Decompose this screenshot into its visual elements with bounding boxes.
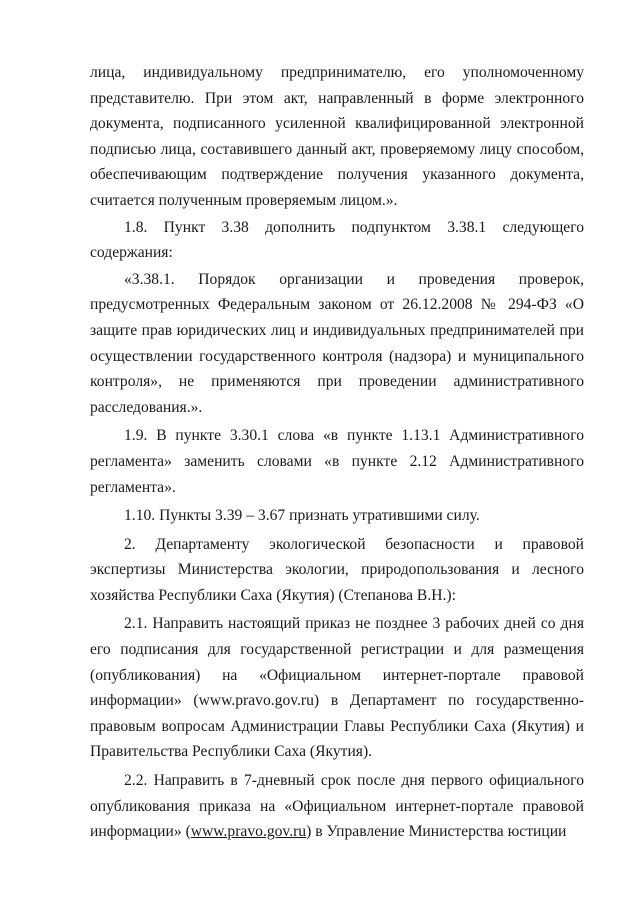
paragraph-2: 2. Департаменту экологической безопасности и правовой экспертизы Министерства экологии, природопользования и лесного хозяйства Республики Саха (Якутия) (Степанова В.Н.): xyxy=(90,535,584,604)
paragraph-2-2 xyxy=(90,768,584,845)
paragraph-act-delivery: лица, индивидуальному предпринимателю, его уполномоченному представителю. При этом акт, направленный в форме электронного документа, подписанного усиленной квалифицированной электронной подписью лица, составившего данный акт, проверяемому лицу способом, обеспечивающим подтверждение получения указанного документа, считается полученным проверяемым лицом.». xyxy=(90,64,584,209)
paragraph-2-2-text-end: ) в Управление Министерства юстиции xyxy=(306,823,567,841)
paragraph-2-2-text-start: 2.2. Направить в 7-дневный срок после дня первого официального опубликования приказа на «Официальном интернет-портале правовой информации» ( xyxy=(90,772,584,841)
paragraph-1-9: 1.9. В пункте 3.30.1 слова «в пункте 1.13.1 Административного регламента» заменить словами «в пункте 2.12 Административного регламента». xyxy=(90,427,584,496)
paragraph-3-38-1: «3.38.1. Порядок организации и проведения проверок, предусмотренных Федеральным законом от 26.12.2008 № 294-ФЗ «О защите прав юридических лиц и индивидуальных предпринимателей при осуществлении государственного контроля (надзора) и муниципального контроля», не применяются при проведении административного расследования.». xyxy=(90,270,584,416)
pravo-gov-link[interactable]: www.pravo.gov.ru xyxy=(190,823,307,841)
paragraph-1-10: 1.10. Пункты 3.39 – 3.67 признать утратившими силу. xyxy=(124,507,480,525)
paragraph-1-8: 1.8. Пункт 3.38 дополнить подпунктом 3.38.1 следующего содержания: xyxy=(90,218,584,262)
paragraph-2-1: 2.1. Направить настоящий приказ не позднее 3 рабочих дней со дня его подписания для государственной регистрации и для размещения (опубликования) на «Официальном интернет-портале правовой информации» (www.pravo.gov.ru) в Департамент по государственно-правовым вопросам Администрации Главы Республики Саха (Якутия) и Правительства Республики Саха (Якутия). xyxy=(90,615,584,761)
document-page xyxy=(90,60,584,845)
